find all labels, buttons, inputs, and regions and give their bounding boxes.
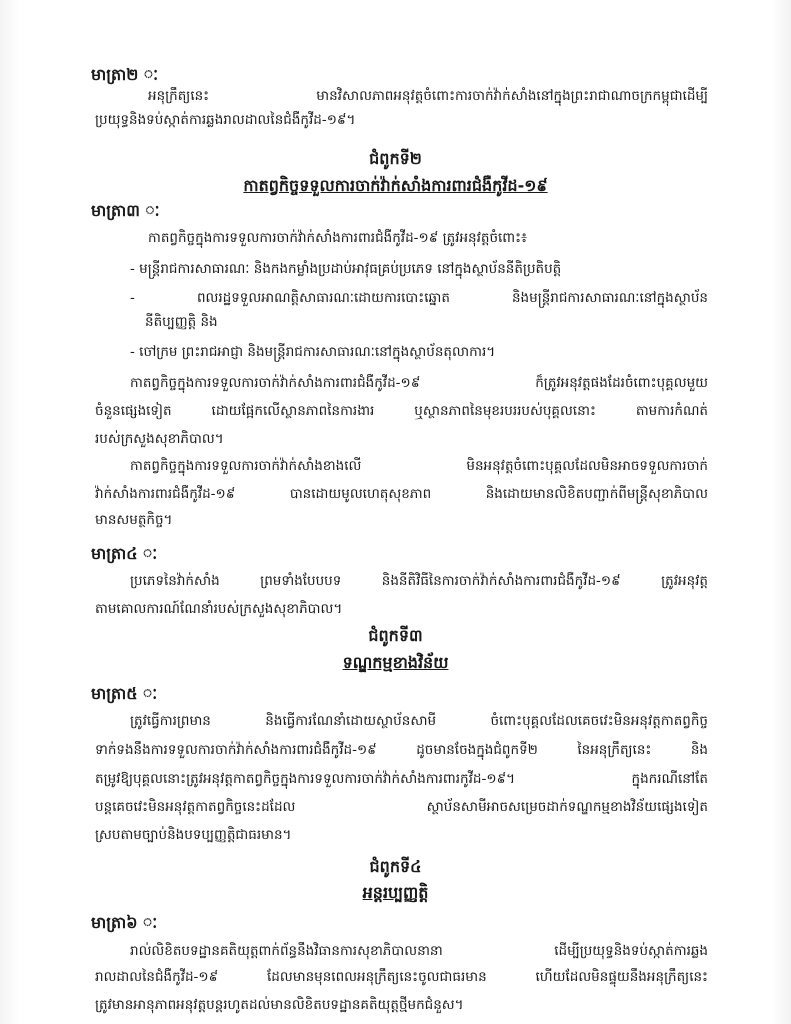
article-5-line: ទាក់ទងនឹងការទទួលការចាក់វ៉ាក់សាំងការពារជំងឺកូវីដ-១៩ ដូចមានចែងក្នុងជំពូកទី២ នៃអនុក្រឹត្យនេះ និង xyxy=(95,742,708,758)
chapter-3-heading: ទណ្ឌកម្មខាងវិន័យ xyxy=(342,653,449,672)
article-3-line: របស់ក្រសួងសុខាភិបាល។ xyxy=(95,431,224,447)
article-2-line: ប្រយុទ្ធនិងទប់ស្កាត់ការឆ្លងរាលដាលនៃជំងឺកូវីដ-១៩។ xyxy=(95,112,356,128)
article-4-line: ប្រភេទនៃវ៉ាក់សាំង ព្រមទាំងបែបបទ និងនីតិវិធីនៃការចាក់វ៉ាក់សាំងការពារជំងឺកូវីដ-១៩ ត្រូវអនុវត្ត xyxy=(130,573,708,589)
article-5-line: ត្រូវធ្វើការព្រមាន និងធ្វើការណែនាំដោយស្ថាប័នសាមី ចំពោះបុគ្គលដែលគេចវេះមិនអនុវត្តកាតព្វកិច្ច xyxy=(130,713,708,729)
article-3-line: វ៉ាក់សាំងការពារជំងឺកូវីដ-១៩ បានដោយមូលហេតុសុខភាព និងដោយមានលិខិតបញ្ជាក់ពីមន្ត្រីសុខាភិបាល xyxy=(95,486,708,502)
article-6-title: មាត្រា៦ ៈ xyxy=(91,913,158,932)
article-3-title: មាត្រា៣ ៈ xyxy=(91,201,160,220)
article-3-bullet: - ចៅក្រម ព្រះរាជអាជ្ញា និងមន្ត្រីរាជការសាធារណៈនៅក្នុងស្ថាប័នតុលាការ។ xyxy=(130,344,496,360)
article-3-bullet: - មន្ត្រីរាជការសាធារណៈ និងកងកម្លាំងប្រដាប់អាវុធគ្រប់ប្រភេទ នៅក្នុងស្ថាប័ននីតិប្រតិបត្តិ xyxy=(130,261,562,277)
chapter-2-heading: កាតព្វកិច្ចទទួលការចាក់វ៉ាក់សាំងការពារជំងឺកូវីដ-១៩ xyxy=(243,176,548,195)
chapter-4-heading: អន្តរប្បញ្ញត្តិ xyxy=(362,883,429,902)
article-6-line: រាល់លិខិតបទដ្ឋានគតិយុត្តពាក់ព័ន្ធនឹងវិធានការសុខាភិបាលនានា ដើម្បីប្រយុទ្ធនិងទប់ស្កាត់ការឆ្លង xyxy=(130,943,708,959)
article-5-line: បន្តគេចវេះមិនអនុវត្តកាតព្វកិច្ចនេះដដែល ស្ថាប័នសាមីអាចសម្រេចដាក់ទណ្ឌកម្មខាងវិន័យផ្សេងទៀត xyxy=(95,799,708,815)
chapter-2-title: ជំពូកទី២ xyxy=(369,149,422,168)
article-3-line: កាតព្វកិច្ចក្នុងការទទួលការចាក់វ៉ាក់សាំងការពារជំងឺកូវីដ-១៩ ត្រូវអនុវត្តចំពោះ៖ xyxy=(148,230,528,246)
chapter-3-title: ជំពូកទី៣ xyxy=(368,626,423,645)
article-3-line: មានសមត្ថកិច្ច។ xyxy=(95,512,173,528)
article-3-line: ចំនួនផ្សេងទៀត ដោយផ្អែកលើស្ថានភាពនៃការងារ ឬស្ថានភាពនៃមុខរបររបស់បុគ្គលនោះ តាមការកំណត់ xyxy=(95,403,708,419)
article-2-title: មាត្រា២ ៈ xyxy=(91,65,159,84)
article-4-line: តាមគោលការណ៍ណែនាំរបស់ក្រសួងសុខាភិបាល។ xyxy=(95,601,343,617)
article-3-bullet: នីតិប្បញ្ញត្តិ និង xyxy=(145,314,218,330)
article-3-bullet: - ពលរដ្ឋទទួលអាណត្តិសាធារណៈដោយការបោះឆ្នោត និងមន្ត្រីរាជការសាធារណៈនៅក្នុងស្ថាប័ន xyxy=(130,290,708,306)
article-6-line: ត្រូវមានអានុភាពអនុវត្តបន្តរហូតដល់មានលិខិតបទដ្ឋានគតិយុត្តថ្មីមកជំនួស។ xyxy=(95,997,464,1013)
article-6-line: រាលដាលនៃជំងឺកូវីដ-១៩ ដែលមានមុនពេលអនុក្រឹត្យនេះចូលជាធរមាន ហើយដែលមិនផ្ទុយនឹងអនុក្រឹត្យនេះ xyxy=(95,969,708,985)
article-3-line: កាតព្វកិច្ចក្នុងការទទួលការចាក់វ៉ាក់សាំងខាងលើ មិនអនុវត្តចំពោះបុគ្គលដែលមិនអាចទទួលការចាក់ xyxy=(130,458,708,474)
article-5-line: តម្រូវឱ្យបុគ្គលនោះត្រូវអនុវត្តកាតព្វកិច្ចក្នុងការទទួលការចាក់វ៉ាក់សាំងការពារកូវីដ-១៩។ ក្នុងករណីនៅតែ xyxy=(95,771,708,787)
article-3-line: កាតព្វកិច្ចក្នុងការទទួលការចាក់វ៉ាក់សាំងការពារជំងឺកូវីដ-១៩ ក៏ត្រូវអនុវត្តផងដែរចំពោះបុគ្គលមួយ xyxy=(130,375,708,391)
article-5-line: ស្របតាមច្បាប់និងបទប្បញ្ញត្តិជាធរមាន។ xyxy=(95,827,292,843)
article-4-title: មាត្រា៤ ៈ xyxy=(91,544,158,563)
article-2-line: អនុក្រឹត្យនេះ មានវិសាលភាពអនុវត្តចំពោះការចាក់វ៉ាក់សាំងនៅក្នុងព្រះរាជាណាចក្រកម្ពុជាដើម្បី xyxy=(148,88,708,104)
article-5-title: មាត្រា៥ ៈ xyxy=(91,684,158,703)
chapter-4-title: ជំពូកទី៤ xyxy=(369,857,422,876)
